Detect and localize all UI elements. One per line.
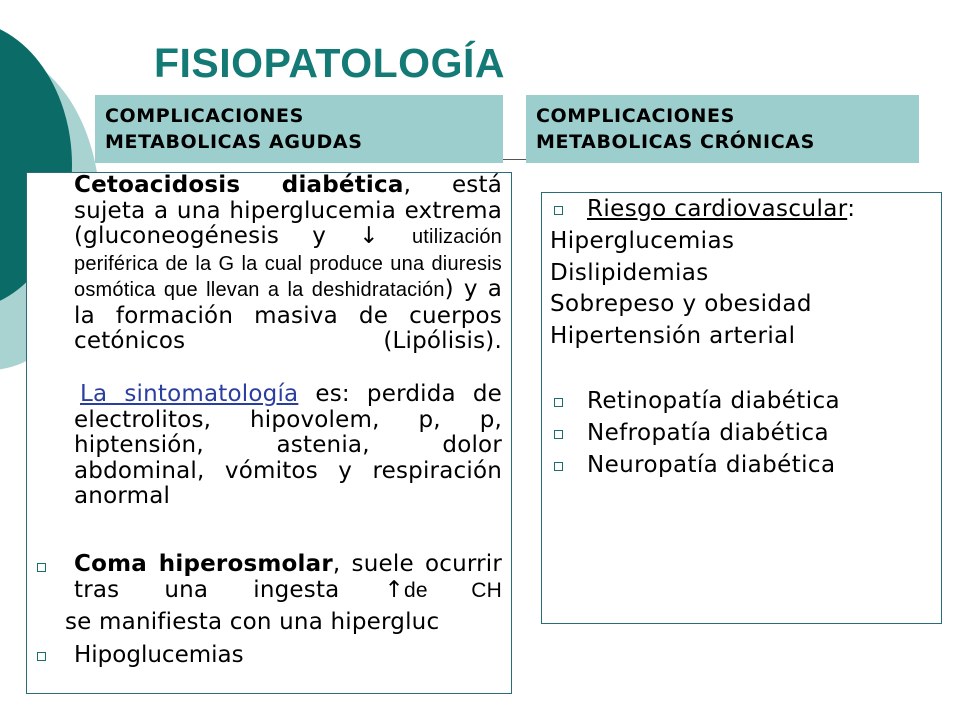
square-bullet-icon bbox=[554, 430, 563, 439]
square-bullet-icon bbox=[554, 462, 563, 471]
complicacion-nefropatia bbox=[550, 419, 829, 447]
riesgo-cardiovascular-item bbox=[550, 195, 855, 223]
riesgo-item-dislipidemias: Dislipidemias bbox=[550, 260, 709, 286]
header-chronic-line1: COMPLICACIONES bbox=[536, 105, 735, 127]
cetoacidosis-paragraph bbox=[74, 173, 502, 355]
header-acute-line1: COMPLICACIONES bbox=[105, 105, 304, 127]
coma-hiperosmolar-item bbox=[37, 552, 502, 603]
sintomatologia-link[interactable]: La sintomatología bbox=[80, 381, 299, 407]
complicacion-neuropatia bbox=[550, 451, 835, 479]
cetoacidosis-text-3: ) y a la formación masiva de cuerpos cetónicos (Lipólisis). bbox=[74, 276, 502, 354]
coma-text-2: de CH bbox=[403, 578, 502, 602]
riesgo-item-hipertension: Hipertensión arterial bbox=[550, 323, 796, 349]
riesgo-item-hiperglucemias: Hiperglucemias bbox=[550, 228, 735, 254]
square-bullet-icon bbox=[37, 563, 46, 572]
hipoglucemias-item bbox=[37, 642, 244, 668]
cetoacidosis-term: Cetoacidosis diabética bbox=[74, 172, 404, 198]
header-acute-complications bbox=[95, 95, 503, 163]
sintomatologia-paragraph bbox=[74, 382, 502, 510]
nefropatia-label: Nefropatía diabética bbox=[587, 420, 829, 446]
hipoglucemias-label: Hipoglucemias bbox=[74, 642, 244, 668]
acute-complications-panel bbox=[26, 172, 512, 694]
header-chronic-complications bbox=[526, 95, 919, 163]
manifiesta-line: se manifiesta con una hipergluc bbox=[65, 609, 440, 635]
square-bullet-icon bbox=[37, 652, 46, 661]
riesgo-colon: : bbox=[847, 196, 856, 222]
riesgo-item-sobrepeso: Sobrepeso y obesidad bbox=[550, 291, 812, 317]
chronic-complications-panel bbox=[541, 192, 942, 624]
retinopatia-label: Retinopatía diabética bbox=[587, 388, 841, 414]
square-bullet-icon bbox=[554, 398, 563, 407]
header-connector-line bbox=[503, 159, 526, 160]
square-bullet-icon bbox=[554, 206, 563, 215]
neuropatia-label: Neuropatía diabética bbox=[587, 452, 836, 478]
cetoacidosis-text-1: , está sujeta a una hiperglucemia extrema (gluconeogénesis y ↓ bbox=[74, 172, 502, 249]
riesgo-cardiovascular-label: Riesgo cardiovascular bbox=[587, 196, 848, 222]
header-chronic-line2: METABOLICAS CRÓNICAS bbox=[536, 131, 815, 153]
cetoacidosis-text-2: utilización periférica de la G la cual produce una diuresis osmótica que llevan a la deshidratación bbox=[74, 226, 502, 301]
complicacion-retinopatia bbox=[550, 387, 840, 415]
slide-title: FISIOPATOLOGÍA bbox=[154, 40, 505, 86]
header-acute-line2: METABOLICAS AGUDAS bbox=[105, 131, 363, 153]
coma-text-1: , suele ocurrir tras una ingesta ↑ bbox=[74, 551, 502, 603]
coma-term: Coma hiperosmolar bbox=[74, 551, 333, 577]
sintomatologia-text: es: perdida de electrolitos, hipovolem, p, p, hiptensión, astenia, dolor abdominal, vómitos y respiración anormal bbox=[74, 381, 502, 509]
